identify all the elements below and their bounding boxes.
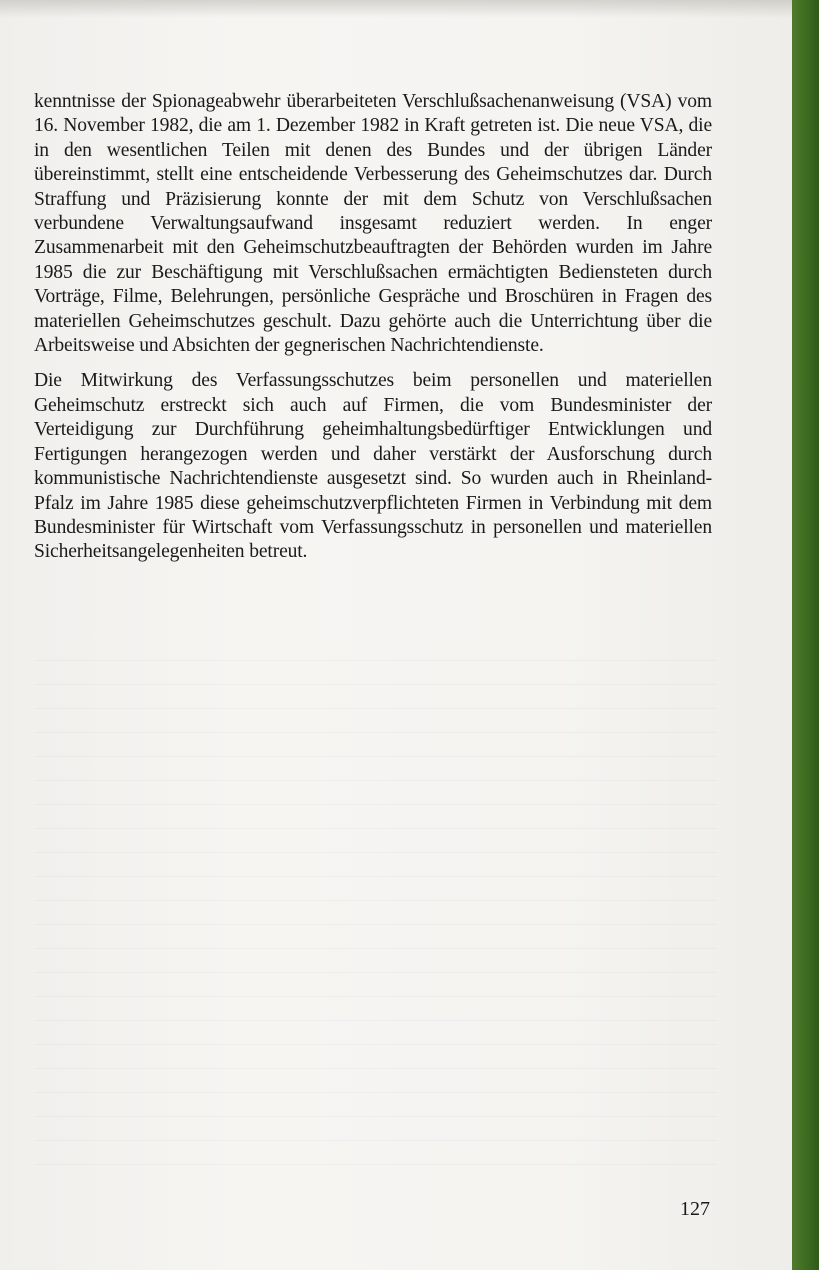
green-binding-edge	[792, 0, 819, 1270]
body-text	[34, 90, 712, 565]
paragraph-1: kenntnisse der Spionageabwehr überarbeiteten Verschlußsachenanweisung (VSA) vom 16. November 1982, die am 1. Dezember 1982 in Kraft getreten ist. Die neue VSA, die in den wesentlichen Teilen mit denen des Bundes und der übrigen Länder übereinstimmt, stellt eine entscheidende Verbesserung des Geheimschutzes dar. Durch Straffung und Präzisierung konnte der mit dem Schutz von Verschlußsachen verbundene Verwaltungsaufwand insgesamt reduziert werden. In enger Zusammenarbeit mit den Geheimschutzbeauftragten der Behörden wurden im Jahre 1985 die zur Beschäftigung mit Verschlußsachen ermächtigten Bediensteten durch Vorträge, Filme, Belehrungen, persönliche Gespräche und Broschüren in Fragen des materiellen Geheimschutzes geschult. Dazu gehörte auch die Unterrichtung über die Arbeitsweise und Absichten der gegnerischen Nachrichtendienste.	[34, 91, 712, 357]
page-number: 127	[680, 1198, 710, 1220]
scan-shadow	[0, 0, 792, 18]
show-through-texture	[36, 660, 716, 1180]
paragraph-2: Die Mitwirkung des Verfassungsschutzes beim personellen und materiellen Geheimschutz erstreckt sich auch auf Firmen, die vom Bundesminister der Verteidigung zur Durchführung geheimhaltungsbedürftiger Entwicklungen und Fertigungen herangezogen werden und daher verstärkt der Ausforschung durch kommunistische Nachrichtendienste ausgesetzt sind. So wurden auch in Rheinland-Pfalz im Jahre 1985 diese geheimschutzverpflichteten Firmen in Verbindung mit dem Bundesminister für Wirtschaft vom Verfassungsschutz in personellen und materiellen Sicherheitsangelegenheiten betreut.	[34, 370, 712, 563]
